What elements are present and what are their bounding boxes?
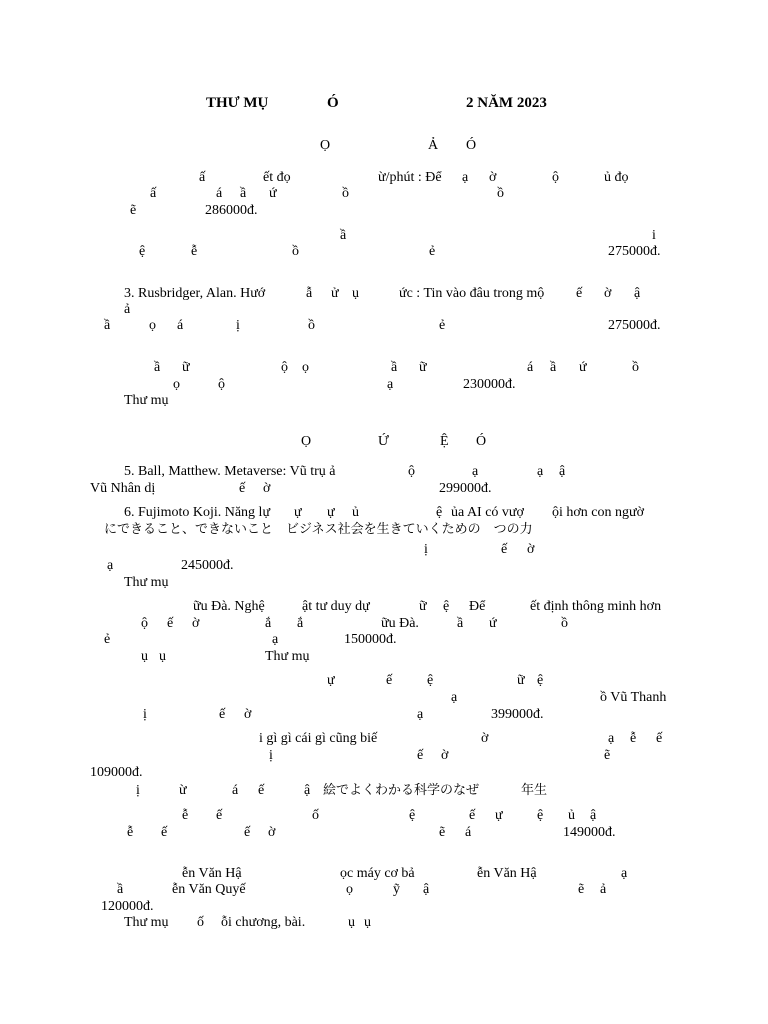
e7-l3-b: ạ <box>272 632 279 647</box>
e7-l2-i: ồ <box>561 616 568 631</box>
e7-l1-d: ệ <box>443 599 450 614</box>
e10-l1-jp2: 年生 <box>521 783 548 798</box>
e1-l1-c: ừ/phút : Để <box>378 170 442 185</box>
e1-l3-a: ẽ <box>130 203 137 218</box>
section2-heading-4: Ó <box>476 434 487 449</box>
e11-l2-a: ầ <box>117 882 124 897</box>
e5-l1-a: 5. Ball, Matthew. Metaverse: Vũ trụ ả <box>124 464 336 479</box>
e2-l2-d: ẻ <box>429 244 436 259</box>
e10-l1-b: ừ <box>179 783 187 798</box>
e3-l3-f: ẻ <box>439 318 446 333</box>
e10-l1-d: ế <box>258 783 265 798</box>
e10-l3-e: ẽ <box>439 825 446 840</box>
e6-l3-b: ế <box>501 542 508 557</box>
e8-l1-c: ệ <box>427 673 434 688</box>
e4-l1-f: ữ <box>419 360 427 375</box>
e8-l3-price: 399000đ. <box>491 707 544 722</box>
e11-l1-b: ọc máy cơ bả <box>340 866 415 881</box>
e8-l1-e: ệ <box>537 673 544 688</box>
e7-l2-a: ộ <box>141 616 148 631</box>
doc-title-right: 2 NĂM 2023 <box>466 95 547 111</box>
e1-l1-f: ộ <box>552 170 559 185</box>
e5-l1-e: ậ <box>559 464 566 479</box>
e3-l3-c: á <box>177 318 184 333</box>
e10-l3-c: ế <box>244 825 251 840</box>
e10-l1-jp: 絵でよくわかる科学のなぜ <box>323 783 480 798</box>
e10-l3-a: ễ <box>127 825 134 840</box>
e5-l2-b: ế <box>239 481 246 496</box>
e6-l3-c: ờ <box>527 542 535 557</box>
e11-l2-b: ễn Văn Quyế <box>172 882 246 897</box>
e11-l1-c: ễn Văn Hậ <box>477 866 537 881</box>
section2-heading-3: Ệ <box>440 434 449 449</box>
e3-l2-a: ả <box>124 302 131 317</box>
e1-l2-f: ồ <box>497 186 504 201</box>
e4-l3-a: Thư mụ <box>124 393 169 408</box>
e4-l1-i: ứ <box>579 360 587 375</box>
e3-l3-a: ầ <box>104 318 111 333</box>
e11-l4-c: ỗi chương, bài. <box>221 915 306 930</box>
e9-l2-a: ị <box>269 748 273 763</box>
e6-l1-g: ội hơn con ngườ <box>552 505 644 520</box>
e2-l2-b: ễ <box>191 244 198 259</box>
e11-l2-c: ọ <box>346 882 353 897</box>
e6-l1-c: ự <box>327 505 335 520</box>
e8-l1-a: ự <box>327 673 335 688</box>
e10-l2-g: ệ <box>537 808 544 823</box>
e4-l2-b: ộ <box>218 377 225 392</box>
e4-l2-a: ọ <box>173 377 180 392</box>
e8-l1-b: ế <box>386 673 393 688</box>
e9-l1-b: ờ <box>481 731 489 746</box>
e6-l4-price: 245000đ. <box>181 558 234 573</box>
e1-l2-c: ầ <box>240 186 247 201</box>
e2-l1-b: i <box>652 228 656 243</box>
section1-heading-3: Ó <box>466 138 477 153</box>
e3-l1-e: ức : Tin vào đâu trong mộ <box>399 286 545 301</box>
e3-l3-e: ồ <box>308 318 315 333</box>
e7-l3-a: ẻ <box>104 632 111 647</box>
e3-l1-c: ử <box>331 286 339 301</box>
e10-l2-a: ễ <box>182 808 189 823</box>
e3-l1-f: ế <box>576 286 583 301</box>
e6-l1-d: ủ <box>352 505 359 520</box>
e5-l1-d: ạ <box>537 464 544 479</box>
e4-l1-h: ầ <box>550 360 557 375</box>
e7-l1-b: ật tư duy dự <box>302 599 370 614</box>
e4-l1-g: á <box>527 360 534 375</box>
e9-l2-c: ờ <box>441 748 449 763</box>
e5-l1-b: ộ <box>408 464 415 479</box>
e2-l2-a: ệ <box>139 244 146 259</box>
e6-l3-a: ị <box>424 542 428 557</box>
e5-l2-a: Vũ Nhân dị <box>90 481 156 496</box>
e4-l1-e: ầ <box>391 360 398 375</box>
e9-l1-e: ế <box>656 731 663 746</box>
e11-l2-d: ỹ <box>393 882 400 897</box>
e10-l2-d: ệ <box>409 808 416 823</box>
e9-l3-price: 109000đ. <box>90 765 143 780</box>
e10-l1-e: ậ <box>304 783 311 798</box>
e10-l2-c: ố <box>312 808 319 823</box>
e8-l3-b: ế <box>219 707 226 722</box>
e7-l1-a: ữu Đà. Nghệ <box>193 599 265 614</box>
e3-l1-d: ụ <box>352 286 359 301</box>
e10-l2-b: ế <box>216 808 223 823</box>
e3-l1-b: ẫ <box>306 286 313 301</box>
e8-l3-c: ờ <box>244 707 252 722</box>
e2-l2-c: ồ <box>292 244 299 259</box>
e11-l1-d: ạ <box>621 866 628 881</box>
e7-l2-f: ữu Đà. <box>381 616 419 631</box>
e7-l1-c: ữ <box>419 599 427 614</box>
section1-heading-1: Ọ <box>320 138 331 153</box>
e7-l3-price: 150000đ. <box>344 632 397 647</box>
e10-l1-a: ị <box>136 783 140 798</box>
e3-l1-a: 3. Rusbridger, Alan. Hướ <box>124 286 266 301</box>
e7-l2-e: ắ <box>297 616 304 631</box>
e10-l2-h: ủ <box>568 808 575 823</box>
e8-l3-d: ạ <box>417 707 424 722</box>
e7-l2-g: ầ <box>457 616 464 631</box>
e3-l3-price: 275000đ. <box>608 318 661 333</box>
e1-l1-b: ết đọ <box>263 170 291 185</box>
e10-l2-e: ế <box>469 808 476 823</box>
e1-l1-a: ấ <box>199 170 206 185</box>
e10-l3-price: 149000đ. <box>563 825 616 840</box>
e10-l2-i: ậ <box>590 808 597 823</box>
e10-l3-d: ờ <box>268 825 276 840</box>
section2-heading-2: Ứ <box>378 434 389 449</box>
e1-l1-g: ủ đọ <box>604 170 629 185</box>
e11-l2-g: ả <box>600 882 607 897</box>
e6-l1-e: ệ <box>436 505 443 520</box>
e6-l4-a: ạ <box>107 558 114 573</box>
e10-l2-f: ự <box>495 808 503 823</box>
e10-l1-c: á <box>232 783 239 798</box>
e1-l2-e: ồ <box>342 186 349 201</box>
e9-l1-a: i gì gì cái gì cũng biế <box>259 731 378 746</box>
e4-l2-price: 230000đ. <box>463 377 516 392</box>
e4-l2-c: ạ <box>387 377 394 392</box>
e9-l2-b: ế <box>417 748 424 763</box>
e2-l1-a: ầ <box>340 228 347 243</box>
e3-l1-h: ậ <box>634 286 641 301</box>
e5-l2-price: 299000đ. <box>439 481 492 496</box>
e6-l1-f: ủa AI có vượ <box>451 505 524 520</box>
e6-l1-a: 6. Fujimoto Koji. Năng lự <box>124 505 271 520</box>
e3-l1-g: ờ <box>604 286 612 301</box>
e9-l1-c: ạ <box>608 731 615 746</box>
e3-l3-d: ị <box>236 318 240 333</box>
e4-l1-b: ữ <box>182 360 190 375</box>
e9-l1-d: ễ <box>630 731 637 746</box>
e7-l4-b: ụ <box>159 649 166 664</box>
doc-title-mid: Ó <box>327 95 339 111</box>
e5-l1-c: ạ <box>472 464 479 479</box>
e7-l1-e: Để <box>469 599 486 614</box>
e6-l1-b: ự <box>294 505 302 520</box>
e11-l1-a: ễn Văn Hậ <box>182 866 242 881</box>
e8-l3-a: ị <box>143 707 147 722</box>
e7-l2-h: ứ <box>489 616 497 631</box>
e11-l2-e: ậ <box>423 882 430 897</box>
e6-l2-jp: にできること、できないこと ビジネス社会を生きていくための つの力 <box>104 522 533 537</box>
section1-heading-2: Ả <box>428 138 439 153</box>
e10-l3-f: á <box>465 825 472 840</box>
e8-l2-b: ồ Vũ Thanh <box>600 690 667 705</box>
e7-l1-f: ết định thông minh hơn <box>530 599 662 614</box>
e11-l2-f: ẽ <box>578 882 585 897</box>
e8-l2-a: ạ <box>451 690 458 705</box>
e4-l1-c: ộ <box>281 360 288 375</box>
e2-l2-price: 275000đ. <box>608 244 661 259</box>
e1-l2-b: á <box>216 186 223 201</box>
e7-l4-a: ụ <box>141 649 148 664</box>
e4-l1-a: ầ <box>154 360 161 375</box>
e7-l2-b: ế <box>167 616 174 631</box>
e11-l4-e: ụ <box>364 915 371 930</box>
e5-l2-c: ờ <box>263 481 271 496</box>
e4-l1-j: ồ <box>632 360 639 375</box>
e1-l2-d: ứ <box>269 186 277 201</box>
e11-l4-a: Thư mụ <box>124 915 169 930</box>
e7-l2-d: ắ <box>265 616 272 631</box>
e7-l4-c: Thư mụ <box>265 649 310 664</box>
e9-l2-d: ẽ <box>604 748 611 763</box>
e1-l2-a: ấ <box>150 186 157 201</box>
e1-l3-b: 286000đ. <box>205 203 258 218</box>
e11-l4-b: ố <box>197 915 204 930</box>
e8-l1-d: ữ <box>517 673 525 688</box>
e7-l2-c: ờ <box>192 616 200 631</box>
e10-l3-b: ế <box>161 825 168 840</box>
e4-l1-d: ọ <box>302 360 309 375</box>
e11-l4-d: ụ <box>348 915 355 930</box>
e1-l1-e: ờ <box>489 170 497 185</box>
doc-title-left: THƯ MỤ <box>206 95 269 111</box>
e6-l5-a: Thư mụ <box>124 575 169 590</box>
section2-heading-1: Ọ <box>301 434 312 449</box>
e3-l3-b: ọ <box>149 318 156 333</box>
e1-l1-d: ạ <box>462 170 469 185</box>
e11-l3-price: 120000đ. <box>101 899 154 914</box>
